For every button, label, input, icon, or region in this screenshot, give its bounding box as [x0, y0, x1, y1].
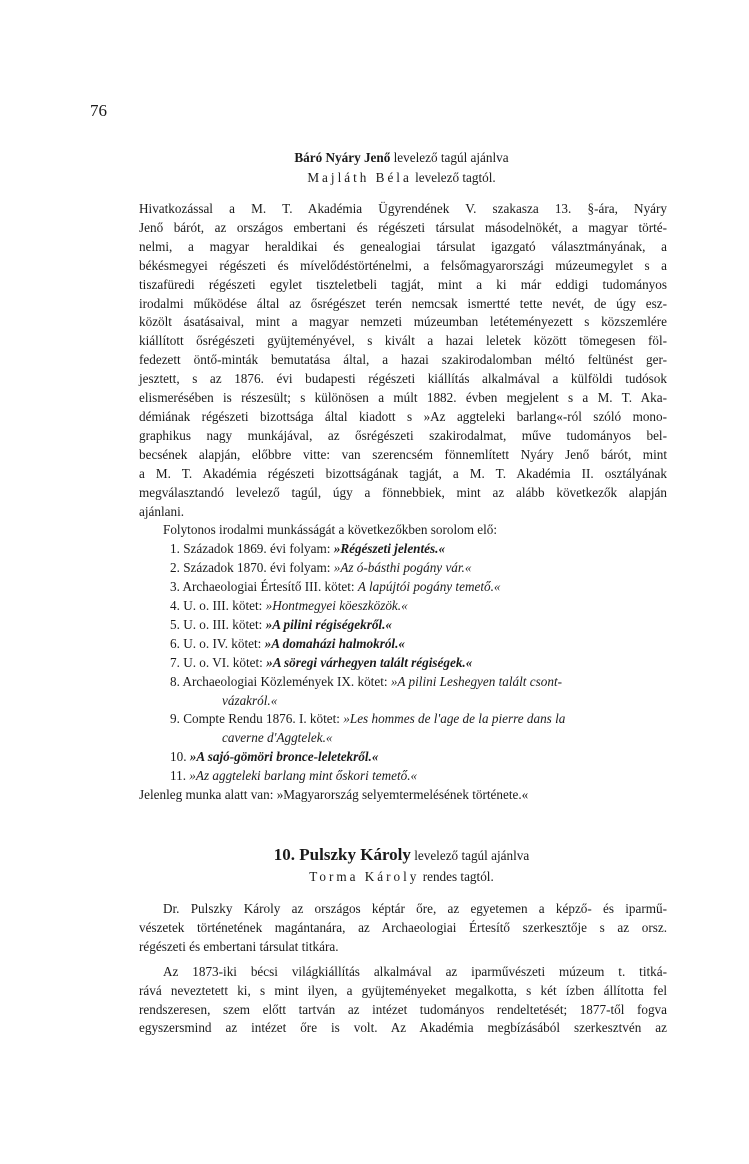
section1-text-line: megválasztandó levelező tagúl, úgy a fönnebbiek, mint az alább következők alapján	[139, 484, 667, 500]
section1-subheading-rest: levelező tagtól.	[415, 169, 496, 185]
list-item-source: 7. U. o. VI. kötet:	[170, 654, 267, 670]
list-item-source: 3. Archaeologiai Értesítő III. kötet:	[170, 579, 358, 595]
section2-para2-line: rává neveztetett ki, s mint ilyen, a gyüjteményeket megalkotta, s két ízben állította fel	[139, 982, 667, 998]
list-item-title: »A domaházi halmokról.«	[264, 635, 405, 651]
list-item-title: »A pilini régiségekről.«	[265, 616, 392, 632]
section1-closing: Jelenleg munka alatt van: »Magyarország selyemtermelésének története.«	[139, 787, 529, 803]
list-item-source: 2. Századok 1870. évi folyam:	[170, 560, 334, 576]
section1-heading-rest: levelező tagúl ajánlva	[393, 150, 509, 165]
list-item	[170, 729, 667, 748]
list-item	[170, 673, 667, 692]
list-item	[170, 654, 667, 673]
section1-text-line: fedezett öntő-minták bemutatása által, a hazai szakirodalomban méltó feltünést ger-	[139, 352, 667, 368]
section1-paragraph	[139, 200, 667, 805]
list-item-source: 8. Archaeologiai Közlemények IX. kötet:	[170, 673, 391, 689]
list-item-title: »Régészeti jelentés.«	[333, 541, 446, 557]
list-item	[170, 578, 667, 597]
section1-text-line: jesztett, s az 1876. évi budapesti régészeti kiállítás alkalmával a külföldi tudósok	[139, 371, 667, 387]
list-item-source: 9. Compte Rendu 1876. I. kötet:	[170, 711, 344, 727]
section2-para2-line: egyszersmind az intézet őre is volt. Az Akadémia megbízásából szerkesztvén az	[139, 1020, 667, 1036]
section2-heading	[135, 846, 668, 866]
list-item	[170, 597, 667, 616]
list-item-title: »A sajó-gömöri bronce-leletekről.«	[189, 749, 379, 765]
section1-paragraph-last: ajánlani.	[139, 503, 185, 519]
list-item-source: 10.	[170, 749, 190, 765]
section1-heading	[135, 149, 668, 168]
section1-text-line: nelmi, a magyar heraldikai és genealogiai társulat igazgató választmányának, a	[139, 238, 667, 254]
section1-header	[135, 149, 668, 188]
list-item-title: »Az ó-básthi pogány vár.«	[333, 560, 472, 576]
list-item-title: »Az aggteleki barlang mint őskori temető.«	[189, 768, 418, 784]
list-item-title: »A pilini Leshegyen talált csont-	[390, 673, 563, 689]
section1-text-line: békésmegyei régészeti és mívelődéstörténelmi, a felsőmagyarországi múzeumegylet s a	[139, 257, 667, 273]
section1-text-line: kiállított ősrégészeti gyüjteményével, s kivált a hazai leletek között tömegesen föl-	[139, 333, 667, 349]
section2-header	[135, 846, 668, 887]
section1-text-line: graphikus nagy munkájával, az ősrégészeti szakirodalmat, műve tudományos bel-	[139, 427, 667, 443]
section1-text-line: elismerésében is részesült; s különösen a múlt 1882. évben megjelent s a M. T. Aka-	[139, 390, 667, 406]
section2-para2-line: Az 1873-iki bécsi világkiállítás alkalmával az iparművészeti múzeum t. titká-	[163, 963, 667, 979]
section1-subheading-name: Majláth Béla	[307, 169, 412, 185]
list-item-title: »A söregi várhegyen talált régiségek.«	[266, 654, 473, 670]
list-item-source: 1. Századok 1869. évi folyam:	[170, 541, 334, 557]
section1-text-line: démiának régészeti bizottsága által kiadott s »Az aggteleki barlang«-ról szóló mono-	[139, 408, 667, 424]
list-item-title: »Hontmegyei köeszközök.«	[265, 598, 408, 614]
list-item-source: 11.	[170, 768, 190, 784]
section1-text-line: irodalmi működése által az ősrégészet terén nemcsak ismertté tette nevét, de úgy esz-	[139, 295, 667, 311]
section1-text-line: a M. T. Akadémia régészeti bizottságának tagját, a M. T. Akadémia II. osztályának	[139, 465, 667, 481]
list-item-source: 5. U. o. III. kötet:	[170, 616, 266, 632]
section2-para2-line: rendszeresen, szem előtt tartván az intézet tudományos rendeltetését; 1877-től fogva	[139, 1001, 667, 1017]
list-item-title: caverne d'Aggtelek.«	[222, 730, 333, 746]
list-item-title: »Les hommes de l'age de la pierre dans la	[343, 711, 566, 727]
list-item	[170, 748, 667, 767]
list-item-source: 4. U. o. III. kötet:	[170, 598, 266, 614]
section1-heading-name: Báró Nyáry Jenő	[294, 150, 391, 165]
list-item	[170, 767, 667, 786]
section1-list-intro: Folytonos irodalmi munkásságát a következőkben sorolom elő:	[163, 522, 498, 538]
list-item-source: 6. U. o. IV. kötet:	[170, 635, 265, 651]
section1-text-line: Jenő bárót, az országos embertani és régészeti társulat másodelnökét, a magyar törté-	[139, 219, 667, 235]
list-item	[170, 692, 667, 711]
list-item-title: vázakról.«	[222, 692, 278, 708]
section2-heading-name: 10. Pulszky Károly	[273, 845, 411, 864]
section2-para1-last: régészeti és embertani társulat titkára.	[139, 938, 339, 954]
section2-subheading	[135, 868, 668, 887]
list-item-title: A lapújtói pogány temető.«	[357, 579, 501, 595]
section1-text-line: tiszafüredi régészeti egylet tiszteletbeli tagját, mint a ki már eddigi tudományos	[139, 276, 667, 292]
list-item	[170, 616, 667, 635]
list-item	[170, 710, 667, 729]
section2-para1-line: Dr. Pulszky Károly az országos képtár őre, az egyetemen a képző- és iparmű-	[163, 901, 667, 916]
section2-heading-rest: levelező tagúl ajánlva	[414, 848, 530, 863]
publication-list	[139, 540, 667, 786]
list-item	[170, 540, 667, 559]
list-item	[170, 559, 667, 578]
section2-subheading-name: Torma Károly	[309, 868, 420, 884]
section1-text-line: közölt ásatásaival, mint a magyar nemzeti múzeumban letéteményezett s közszemlére	[139, 314, 667, 330]
section2-paragraphs	[139, 900, 667, 1038]
section2-para1-line: vészetek történetének magántanára, az Archaeologiai Értesítő szerkesztője s az orsz.	[139, 919, 667, 935]
section2-subheading-rest: rendes tagtól.	[422, 868, 494, 884]
page-number: 76	[90, 101, 107, 120]
list-item	[170, 635, 667, 654]
section1-text-line: becsének alapján, előbbre vitte: van szerencsém fönnemlített Nyáry Jenő bárót, mint	[139, 446, 667, 462]
section1-subheading	[135, 169, 668, 188]
section1-text-line: Hivatkozással a M. T. Akadémia Ügyrendének V. szakasza 13. §-ára, Nyáry	[139, 201, 667, 216]
